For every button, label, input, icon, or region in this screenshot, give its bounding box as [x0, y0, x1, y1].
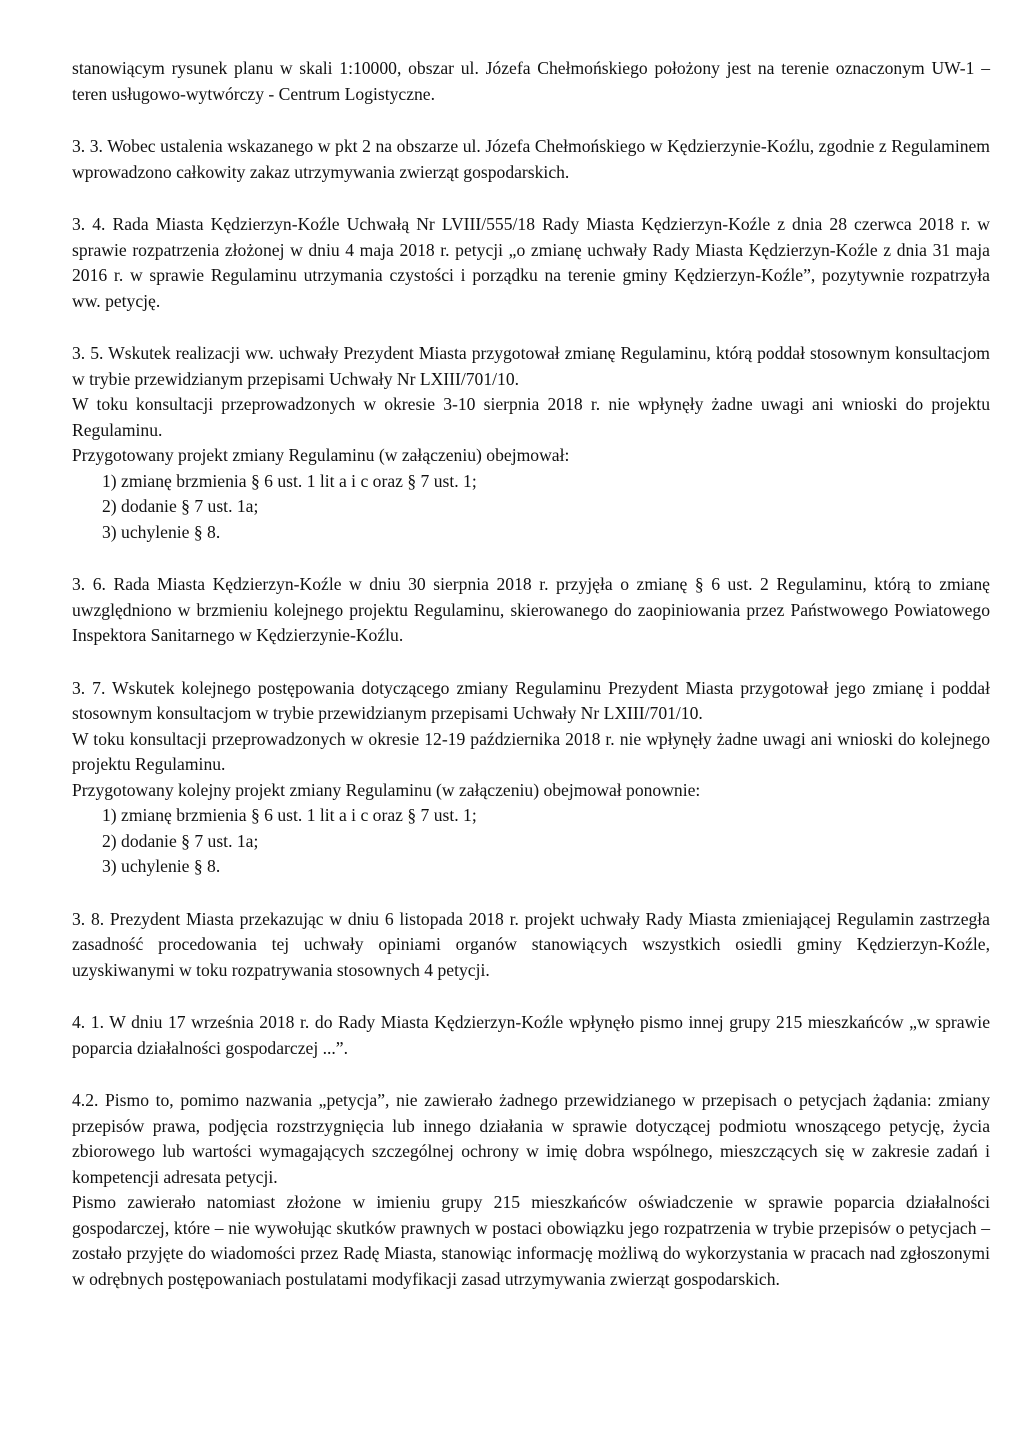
paragraph-3-7 [72, 676, 990, 880]
paragraph-3-4: 3. 4. Rada Miasta Kędzierzyn-Koźle Uchwałą Nr LVIII/555/18 Rady Miasta Kędzierzyn-Koźle z dnia 28 czerwca 2018 r. w sprawie rozpatrzenia złożonej w dniu 4 maja 2018 r. petycji „o zmianę uchwały Rady Miasta Kędzierzyn-Koźle z dnia 31 maja 2016 r. w sprawie Regulaminu utrzymania czystości i porządku na terenie gminy Kędzierzyn-Koźle”, pozytywnie rozpatrzyła ww. petycję. [72, 214, 990, 311]
paragraph-3-7-consultation: W toku konsultacji przeprowadzonych w okresie 12-19 października 2018 r. nie wpłynęły żadne uwagi ani wnioski do kolejnego projektu Regulaminu. [72, 728, 990, 774]
paragraph-3-8: 3. 8. Prezydent Miasta przekazując w dniu 6 listopada 2018 r. projekt uchwały Rady Miasta zmieniającej Regulamin zastrzegła zasadność procedowania tej uchwały opiniami organów stanowiących wszystkich osiedli gminy Kędzierzyn-Koźle, uzyskiwanymi w toku rozpatrywania stosownych 4 petycji. [72, 908, 990, 980]
list-item: 3) uchylenie § 8. [102, 856, 221, 876]
paragraph-3-5-intro: 3. 5. Wskutek realizacji ww. uchwały Prezydent Miasta przygotował zmianę Regulaminu, którą poddał stosownym konsultacjom w trybie przewidzianym przepisami Uchwały Nr LXIII/701/10. [72, 343, 990, 389]
paragraph-3-7-scope: Przygotowany kolejny projekt zmiany Regulaminu (w załączeniu) obejmował ponownie: [72, 779, 701, 800]
paragraph-3-7-intro: 3. 7. Wskutek kolejnego postępowania dotyczącego zmiany Regulaminu Prezydent Miasta przygotował jego zmianę i poddał stosownym konsultacjom w trybie przewidzianym przepisami Uchwały Nr LXIII/701/10. [72, 677, 990, 723]
list-item: 1) zmianę brzmienia § 6 ust. 1 lit a i c oraz § 7 ust. 1; [102, 805, 477, 825]
amendment-list-2 [72, 803, 990, 880]
paragraph-3-5-consultation: W toku konsultacji przeprowadzonych w okresie 3-10 sierpnia 2018 r. nie wpłynęły żadne uwagi ani wnioski do projektu Regulaminu. [72, 394, 990, 440]
paragraph-3-5-scope: Przygotowany projekt zmiany Regulaminu (w załączeniu) obejmował: [72, 445, 570, 465]
paragraph-4-1: 4. 1. W dniu 17 września 2018 r. do Rady Miasta Kędzierzyn-Koźle wpłynęło pismo innej grupy 215 mieszkańców „w sprawie poparcia działalności gospodarczej ...”. [72, 1012, 990, 1058]
list-item: 2) dodanie § 7 ust. 1a; [102, 830, 259, 851]
paragraph-3-5 [72, 341, 990, 545]
paragraph-4-2-statement: Pismo zawierało natomiast złożone w imieniu grupy 215 mieszkańców oświadczenie w sprawie poparcia działalności gospodarczej, które – nie wywołując skutków prawnych w postaci obowiązku jego rozpatrzenia w trybie przepisów o petycjach – zostało przyjęte do wiadomości przez Radę Miasta, stanowiąc informację możliwą do wykorzystania w pracach nad zgłoszonymi w odrębnych postępowaniach postulatami modyfikacji zasad utrzymywania zwierząt gospodarskich. [72, 1192, 990, 1289]
paragraph-3-3: 3. 3. Wobec ustalenia wskazanego w pkt 2 na obszarze ul. Józefa Chełmońskiego w Kędzierzynie-Koźlu, zgodnie z Regulaminem wprowadzono całkowity zakaz utrzymywania zwierząt gospodarskich. [72, 136, 990, 182]
amendment-list-1 [72, 469, 990, 546]
paragraph-4-2 [72, 1088, 990, 1292]
paragraph-3-6: 3. 6. Rada Miasta Kędzierzyn-Koźle w dniu 30 sierpnia 2018 r. przyjęła o zmianę § 6 ust. 2 Regulaminu, którą to zmianę uwzględniono w brzmieniu kolejnego projektu Regulaminu, skierowanego do zaopiniowania przez Państwowego Powiatowego Inspektora Sanitarnego w Kędzierzynie-Koźlu. [72, 574, 990, 645]
paragraph-4-2-main: 4.2. Pismo to, pomimo nazwania „petycja”, nie zawierało żadnego przewidzianego w przepisach o petycjach żądania: zmiany przepisów prawa, podjęcia rozstrzygnięcia lub innego działania w sprawie dotyczącej podmiotu wnoszącego petycję, życia zbiorowego lub wartości wymagających szczególnej ochrony w imię dobra wspólnego, mieszczących się w zakresie zadań i kompetencji adresata petycji. [72, 1090, 990, 1187]
paragraph-zoning: stanowiącym rysunek planu w skali 1:10000, obszar ul. Józefa Chełmońskiego położony jest na terenie oznaczonym UW-1 – teren usługowo-wytwórczy - Centrum Logistyczne. [72, 58, 990, 104]
list-item: 2) dodanie § 7 ust. 1a; [102, 496, 259, 516]
list-item: 3) uchylenie § 8. [102, 521, 221, 542]
list-item: 1) zmianę brzmienia § 6 ust. 1 lit a i c oraz § 7 ust. 1; [102, 470, 477, 491]
document-page [72, 56, 990, 1292]
